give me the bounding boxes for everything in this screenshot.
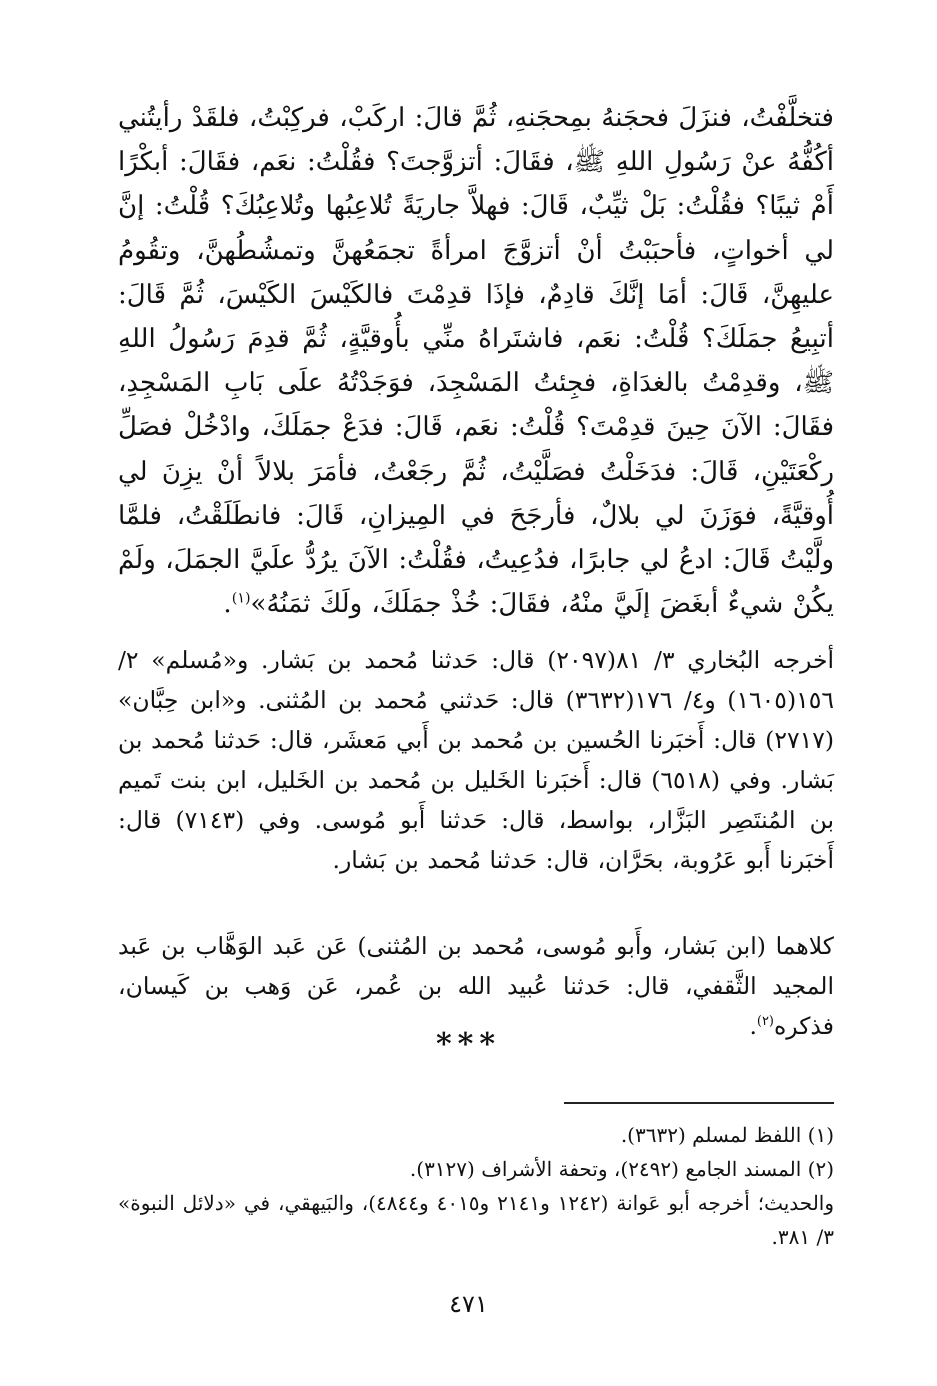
page-number: ٤٧١ bbox=[449, 1290, 488, 1318]
footnote-1: (١) اللفظ لمسلم (٣٦٣٢). bbox=[620, 1123, 834, 1147]
footnote-ref-1[interactable]: (١) bbox=[231, 590, 251, 607]
footnote-2-continuation: والحديث؛ أخرجه أبو عَوانة (١٢٤٢ و٢١٤١ و٤٠١٥ و٤٨٤٤)، والبَيهقي، في «دلائل النبوة» ٣/ ٣٨١. bbox=[118, 1191, 834, 1249]
footnote-divider bbox=[564, 1102, 834, 1104]
footnotes-section bbox=[118, 1118, 834, 1254]
takhrij-paragraph: أخرجه البُخاري ٣/ ٨١(٢٠٩٧) قال: حَدثنا مُحمد بن بَشار. و«مُسلم» ٢/ ١٥٦(١٦٠٥) و٤/ ١٧٦(٣٦٣٢) قال: حَدثني مُحمد بن المُثنى. و«ابن حِبَّان» (٢٧١٧) قال: أَخبَرنا الحُسين بن مُحمد بن أَبي مَعشَر، قال: حَدثنا مُحمد بن بَشار. وفي (٦٥١٨) قال: أَخبَرنا الخَليل بن مُحمد بن الخَليل، ابن بنت تَميم بن المُنتَصِر البَزَّار، بواسط، قال: حَدثنا أَبو مُوسى. وفي (٧١٤٣) قال: أَخبَرنا أَبو عَرُوبة، بحَرَّان، قال: حَدثنا مُحمد بن بَشار. bbox=[118, 646, 834, 874]
hadith-body: فتخلَّفْتُ، فنزَلَ فحجَنهُ بمِحجَنهِ، ثُمَّ قالَ: اركَبْ، فركِبْتُ، فلقَدْ رأيتُني أكُفُّهُ عنْ رَسُولِ اللهِ ﷺ، فقَالَ: أتزوَّجتَ؟ فقُلْتُ: نعَم، فقَالَ: أبكْرًا أَمْ ثيبًا؟ فقُلْتُ: بَلْ ثيِّبٌ، قَالَ: فهلاَّ جاريَةً تُلاعِبُها وتُلاعِبُكَ؟ قُلْتُ: إنَّ لي أخواتٍ، فأحبَبْتُ أنْ أتزوَّجَ امرأةً تجمَعُهنَّ وتمشُطُهنَّ، وتقُومُ عليهِنَّ، قَالَ: أمَا إنَّكَ قادِمٌ، فإذَا قدِمْتَ فالكَيْسَ الكَيْسَ، ثُمَّ قَالَ: أتبِيعُ جمَلَكَ؟ قُلْتُ: نعَم، فاشتَراهُ منِّي بأُوقيَّةٍ، ثُمَّ قدِمَ رَسُولُ اللهِ ﷺ، وقدِمْتُ بالغدَاةِ، فجِئتُ المَسْجِدَ، فوَجَدْتُهُ علَى بَابِ المَسْجِدِ، فقَالَ: الآنَ حِينَ قدِمْتَ؟ قُلْتُ: نعَم، قَالَ: فدَعْ جمَلَكَ، وادْخُلْ فصَلِّ ركْعَتَيْنِ، قَالَ: فدَخَلْتُ فصَلَّيْتُ، ثُمَّ رجَعْتُ، فأمَرَ بلالاً أنْ يزِنَ لي أُوقيَّةً، فوَزَنَ لي بلالٌ، فأرجَحَ في المِيزانِ، قَالَ: فانطَلَقْتُ، فلمَّا ولَّيْتُ قَالَ: ادعُ لي جابرًا، فدُعِيتُ، فقُلْتُ: الآنَ يرُدُّ علَيَّ الجمَلَ، ولَمْ يكُنْ شيءٌ أبغَضَ إلَيَّ منْهُ، فقَالَ: خُذْ جمَلَكَ، ولَكَ ثمَنُهُ» bbox=[118, 103, 834, 620]
hadith-end-period: . bbox=[223, 589, 232, 620]
section-separator: *** bbox=[435, 1027, 502, 1062]
hadith-text bbox=[118, 96, 834, 626]
footnote-2: (٢) المسند الجامع (٢٤٩٢)، وتحفة الأشراف (٣١٢٧). bbox=[409, 1157, 834, 1181]
isnad-end-period: . bbox=[749, 1012, 757, 1040]
footnote-ref-2[interactable]: (٢) bbox=[756, 1014, 774, 1030]
isnad-body: كلاهما (ابن بَشار، وأَبو مُوسى، مُحمد بن المُثنى) عَن عَبد الوَهَّاب بن عَبد المجيد الثَّقفي، قال: حَدثنا عُبيد الله بن عُمر، عَن وَهب بن كَيسان، فذكره bbox=[118, 932, 834, 1040]
